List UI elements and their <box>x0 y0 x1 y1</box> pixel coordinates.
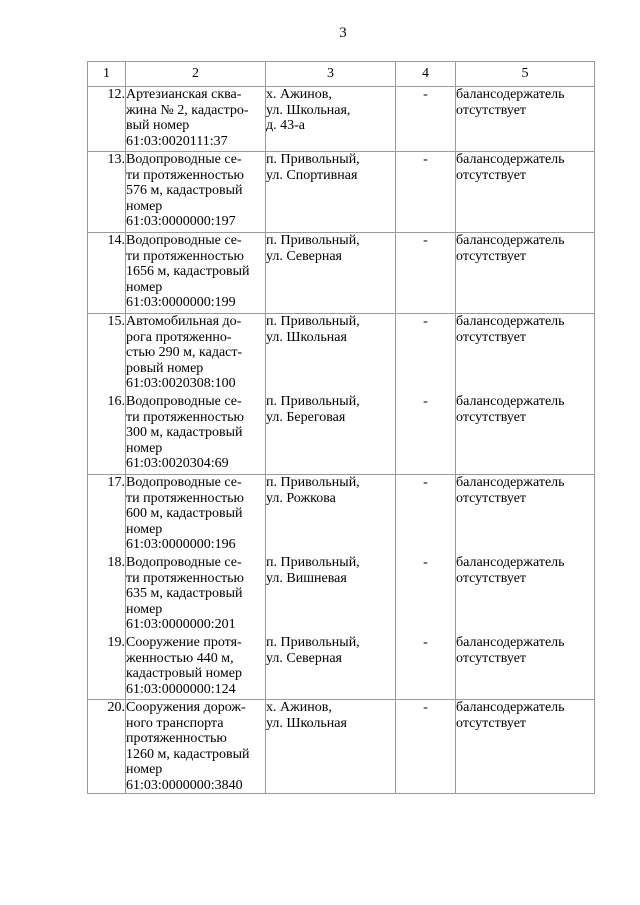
column-4-value: - <box>396 475 456 556</box>
object-address: х. Ажинов, ул. Школьная, д. 43-а <box>266 87 396 152</box>
object-description: Артезианская сква- жина № 2, кадастро- вый номер 61:03:0020111:37 <box>126 87 266 152</box>
column-4-value: - <box>396 87 456 152</box>
object-address: п. Привольный, ул. Береговая <box>266 394 396 475</box>
column-header: 3 <box>266 62 396 87</box>
owner-status: балансодержатель отсутствует <box>456 394 595 475</box>
table-row <box>88 555 595 635</box>
column-header: 1 <box>88 62 126 87</box>
column-4-value: - <box>396 394 456 475</box>
owner-status: балансодержатель отсутствует <box>456 700 595 794</box>
owner-status: балансодержатель отсутствует <box>456 635 595 700</box>
row-number: 18. <box>88 555 126 635</box>
owner-status: балансодержатель отсутствует <box>456 233 595 314</box>
owner-status: балансодержатель отсутствует <box>456 152 595 233</box>
row-number: 17. <box>88 475 126 556</box>
object-description: Автомобильная до- рога протяженно- стью 290 м, кадаст- ровый номер 61:03:0020308:100 <box>126 314 266 395</box>
object-description: Водопроводные се- ти протяженностью 635 м, кадастровый номер 61:03:0000000:201 <box>126 555 266 635</box>
object-address: п. Привольный, ул. Рожкова <box>266 475 396 556</box>
table-header-row <box>88 62 595 87</box>
row-number: 15. <box>88 314 126 395</box>
object-description: Водопроводные се- ти протяженностью 300 м, кадастровый номер 61:03:0020304:69 <box>126 394 266 475</box>
table-row <box>88 152 595 233</box>
object-description: Водопроводные се- ти протяженностью 576 м, кадастровый номер 61:03:0000000:197 <box>126 152 266 233</box>
object-description: Водопроводные се- ти протяженностью 1656 м, кадастровый номер 61:03:0000000:199 <box>126 233 266 314</box>
column-4-value: - <box>396 233 456 314</box>
table-row <box>88 700 595 794</box>
column-header: 5 <box>456 62 595 87</box>
row-number: 13. <box>88 152 126 233</box>
row-number: 19. <box>88 635 126 700</box>
column-4-value: - <box>396 152 456 233</box>
column-4-value: - <box>396 314 456 395</box>
page-number: 3 <box>339 25 347 41</box>
table-row <box>88 635 595 700</box>
object-address: п. Привольный, ул. Вишневая <box>266 555 396 635</box>
object-address: х. Ажинов, ул. Школьная <box>266 700 396 794</box>
row-number: 16. <box>88 394 126 475</box>
table-row <box>88 394 595 475</box>
column-4-value: - <box>396 635 456 700</box>
table-row <box>88 314 595 395</box>
table-row <box>88 233 595 314</box>
column-4-value: - <box>396 555 456 635</box>
object-description: Сооружение протя- женностью 440 м, кадастровый номер 61:03:0000000:124 <box>126 635 266 700</box>
table-row <box>88 475 595 556</box>
property-table <box>87 61 595 794</box>
owner-status: балансодержатель отсутствует <box>456 555 595 635</box>
row-number: 14. <box>88 233 126 314</box>
column-header: 4 <box>396 62 456 87</box>
owner-status: балансодержатель отсутствует <box>456 475 595 556</box>
owner-status: балансодержатель отсутствует <box>456 87 595 152</box>
column-header: 2 <box>126 62 266 87</box>
column-4-value: - <box>396 700 456 794</box>
row-number: 20. <box>88 700 126 794</box>
table-row <box>88 87 595 152</box>
owner-status: балансодержатель отсутствует <box>456 314 595 395</box>
object-address: п. Привольный, ул. Северная <box>266 233 396 314</box>
object-description: Водопроводные се- ти протяженностью 600 м, кадастровый номер 61:03:0000000:196 <box>126 475 266 556</box>
object-description: Сооружения дорож- ного транспорта протяженностью 1260 м, кадастровый номер 61:03:0000000:3840 <box>126 700 266 794</box>
object-address: п. Привольный, ул. Спортивная <box>266 152 396 233</box>
object-address: п. Привольный, ул. Северная <box>266 635 396 700</box>
row-number: 12. <box>88 87 126 152</box>
object-address: п. Привольный, ул. Школьная <box>266 314 396 395</box>
